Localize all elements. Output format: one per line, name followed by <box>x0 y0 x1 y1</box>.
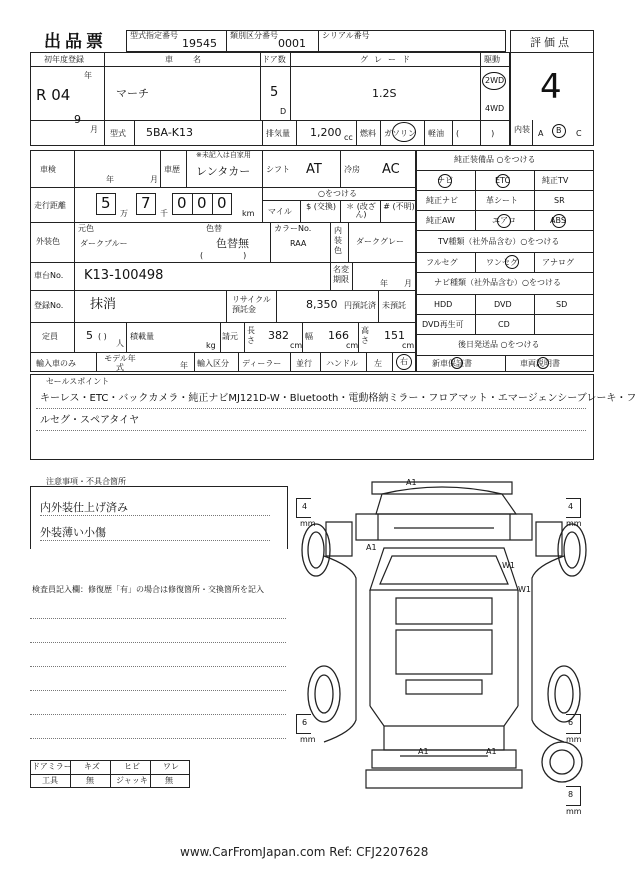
width-value: 166 <box>328 329 349 342</box>
tv-oneseg: ワンセグ <box>486 258 518 267</box>
grade-value: 1.2S <box>372 87 397 100</box>
recycle-unpaid: 未預託 <box>382 301 406 310</box>
year-unit: 年 <box>84 71 92 80</box>
serial-label: シリアル番号 <box>322 31 370 40</box>
sales-line-1: キーレス・ETC・バックカメラ・純正ナビMJ121D-W・Bluetooth・電動格納ミラー・フロアマット・エマージェンシーブレーキ・フ <box>40 393 637 404</box>
orig-color-label: 元色 <box>78 224 94 233</box>
month-unit: 月 <box>90 125 98 134</box>
mileage-u1: 万 <box>120 209 128 218</box>
damage-a1-left: A1 <box>366 543 377 552</box>
eq-abs: ABS <box>550 216 566 225</box>
legend-r1: 無 <box>86 776 94 785</box>
mileage-unit: km <box>242 209 255 218</box>
import-label: 輸入車のみ <box>36 359 76 368</box>
name-change-label: 名変期限 <box>333 265 349 284</box>
eq-navi-circle <box>438 174 452 188</box>
damage-a1-top: A1 <box>406 478 417 487</box>
int-color-label: 内装色 <box>334 226 342 255</box>
tread-spare-unit: mm <box>566 807 582 816</box>
mileage-circle-note: ○をつける <box>318 189 357 198</box>
name-change-m: 月 <box>404 279 412 288</box>
mileage-d3: 0 <box>177 194 187 212</box>
color-paren: ( ) <box>200 251 247 260</box>
import-parallel: 並行 <box>296 359 312 368</box>
legend-h3: ワレ <box>163 762 179 771</box>
handle-left: 左 <box>374 359 382 368</box>
recycle-value: 8,350 <box>306 298 338 311</box>
int-color-value: ダークグレー <box>356 237 404 246</box>
tread-fr: 4 <box>568 502 574 511</box>
mileage-u2: 千 <box>160 209 168 218</box>
mileage-d5: 0 <box>217 194 227 212</box>
width-unit: cm <box>346 341 359 350</box>
capacity-person: 人 <box>116 339 124 348</box>
mileage-unknown: # (不明) <box>383 202 415 211</box>
mileage-exchange: $ (交換) <box>306 202 336 211</box>
ext-color-label: 外装色 <box>36 237 60 246</box>
height-label: 高さ <box>361 326 369 345</box>
fuel-value: ガソリン <box>384 129 416 138</box>
interior-a: A <box>538 129 544 138</box>
tv-analog: アナログ <box>542 258 574 267</box>
inspector-label: 検査員記入欄：修復歴「有」の場合は修復箇所・交換箇所を記入 <box>32 585 264 594</box>
eq-etc: ETC <box>495 176 511 185</box>
load-kg: kg <box>206 341 216 350</box>
length-value: 382 <box>268 329 289 342</box>
mileage-altered: ＊ (改ざん) <box>346 202 376 219</box>
disp-label: 排気量 <box>266 129 290 138</box>
doors-suffix: D <box>280 107 287 116</box>
inspection-label: 車検 <box>40 165 56 174</box>
model-label: 型式 <box>110 129 126 138</box>
eq-leather: 革シート <box>486 196 518 205</box>
tread-rr-unit: mm <box>566 735 582 744</box>
mileage-d1: 5 <box>101 194 111 212</box>
notes-label: 注意事項・不具合箇所 <box>46 477 126 486</box>
tread-fl: 4 <box>302 502 308 511</box>
damage-w1-right2: W1 <box>518 585 531 594</box>
length-label: 長さ <box>247 326 255 345</box>
tax-label: 請元 <box>222 332 238 341</box>
height-value: 151 <box>384 329 405 342</box>
tread-rl: 6 <box>302 718 308 727</box>
legend-r0: 工具 <box>42 776 58 785</box>
footer-watermark: www.CarFromJapan.com Ref: CFJ2207628 <box>180 845 429 859</box>
doors-value: 5 <box>270 85 279 100</box>
eq-navi: ナビ <box>437 176 453 185</box>
ac-label: 冷房 <box>344 165 360 174</box>
class-no-label: 類別区分番号 <box>230 31 278 40</box>
drive-2wd: 2WD <box>485 76 505 85</box>
first-reg-month: 9 <box>74 113 81 126</box>
load-label: 積載量 <box>130 332 154 341</box>
legend-h1: キズ <box>84 762 100 771</box>
capacity-value: 5 <box>86 329 93 342</box>
drive-4wd: 4WD <box>485 104 505 113</box>
name-change-y: 年 <box>380 279 388 288</box>
legend-h2: ヒビ <box>124 762 140 771</box>
doors-label: ドア数 <box>262 55 286 64</box>
legend-r2: ジャッキ <box>116 776 148 785</box>
car-name-label: 車名 <box>165 55 221 64</box>
recycle-label: リサイクル預託金 <box>232 295 271 314</box>
score-value: 4 <box>540 67 562 107</box>
navi-cd: CD <box>498 320 510 329</box>
notes-line-1: 内外装仕上げ済み <box>40 501 128 514</box>
sales-point-label: セールスポイント <box>46 377 110 386</box>
color-code-value: RAA <box>290 239 307 248</box>
disp-value: 1,200 <box>310 126 342 139</box>
repaint-value: 色替無 <box>216 237 249 250</box>
class-no-value: 0001 <box>278 37 306 50</box>
capacity-paren: ( ) <box>98 332 107 341</box>
tread-fr-unit: mm <box>566 519 582 528</box>
navi-sd: SD <box>556 300 568 309</box>
drive-label: 駆動 <box>484 55 500 64</box>
model-year-label: モデル年式 <box>104 354 136 372</box>
colorno-label: 色替 <box>206 224 222 233</box>
ac-value: AC <box>382 162 400 177</box>
later-warranty: 新車保証書 <box>432 359 472 368</box>
legend-r3: 無 <box>165 776 173 785</box>
eq-aero-circle <box>497 214 511 228</box>
mileage-mile: マイル <box>268 207 292 216</box>
recycle-unit: 円預託済 <box>344 301 376 310</box>
mileage-label: 走行距離 <box>34 201 66 210</box>
navi-hdd: HDD <box>434 300 453 309</box>
legend-h0: ドアミラー <box>32 762 72 771</box>
first-reg-era: R 04 <box>36 86 71 104</box>
registration-value: 抹消 <box>90 297 117 312</box>
tread-fl-unit: mm <box>300 519 316 528</box>
width-label: 幅 <box>305 332 313 341</box>
chassis-value: K13-100498 <box>84 268 164 283</box>
tv-fullseg: フルセグ <box>426 258 458 267</box>
height-unit: cm <box>402 341 415 350</box>
registration-label: 登録No. <box>34 301 64 310</box>
first-reg-label: 初年度登録 <box>44 55 84 64</box>
later-manual: 車両説明書 <box>520 359 560 368</box>
eq-aw: 純正AW <box>426 216 455 225</box>
notes-line-2: 外装薄い小傷 <box>40 526 106 539</box>
orig-color-value: ダークブルー <box>80 239 128 248</box>
handle-right: 右 <box>400 357 408 366</box>
tv-oneseg-circle <box>505 255 519 269</box>
import-year: 年 <box>180 361 188 370</box>
eq-etc-circle <box>496 174 510 188</box>
disp-unit: cc <box>344 133 353 142</box>
navi-dvd: DVD <box>494 300 512 309</box>
mileage-d4: 0 <box>197 194 207 212</box>
eq-sr: SR <box>554 196 565 205</box>
damage-a1-bl: A1 <box>418 747 429 756</box>
tv-label: TV種類（社外品含む）○をつける <box>438 237 560 246</box>
length-unit: cm <box>290 341 303 350</box>
oil-paren: ( ) <box>456 129 495 138</box>
interior-c: C <box>576 129 582 138</box>
car-damage-diagram <box>296 470 596 810</box>
inspection-month: 月 <box>150 175 158 184</box>
model-value: 5BA-K13 <box>146 126 194 139</box>
type-no-label: 型式指定番号 <box>130 31 178 40</box>
capacity-label: 定員 <box>42 332 58 341</box>
eq-aero: エアロ <box>492 216 516 225</box>
later-label: 後日発送品 ○をつける <box>458 340 540 349</box>
import-dealer: ディーラー <box>242 359 282 368</box>
sheet-title: 出品票 <box>44 32 107 52</box>
damage-w1-right: W1 <box>502 561 515 570</box>
later-warranty-circle <box>451 357 463 369</box>
history-label: 車歴 <box>164 165 180 174</box>
import-category-label: 輸入区分 <box>197 359 229 368</box>
eq-genuine-navi: 純正ナビ <box>426 196 458 205</box>
history-note: ※未記入は自家用 <box>196 151 251 159</box>
eq-tv: 純正TV <box>542 176 569 185</box>
damage-a1-br: A1 <box>486 747 497 756</box>
type-no-value: 19545 <box>182 37 217 50</box>
later-manual-circle <box>537 357 549 369</box>
tread-spare: 8 <box>568 790 574 799</box>
tread-rl-unit: mm <box>300 735 316 744</box>
interior-b: B <box>556 126 562 135</box>
eq-abs-circle <box>552 214 566 228</box>
shift-value: AT <box>306 162 322 177</box>
handle-label: ハンドル <box>326 359 358 368</box>
color-code-label: カラーNo. <box>274 224 312 233</box>
interior-label: 内装 <box>514 125 530 134</box>
shift-label: シフト <box>266 165 290 174</box>
history-value: レンタカー <box>196 165 251 178</box>
fuel-label: 燃料 <box>360 129 376 138</box>
car-name-value: マーチ <box>116 87 149 100</box>
mileage-d2: 7 <box>141 194 151 212</box>
grade-label: グレード <box>360 55 416 64</box>
chassis-label: 車台No. <box>34 271 64 280</box>
sales-line-2: ルセグ・スペアタイヤ <box>40 415 140 426</box>
score-label: 評価点 <box>530 36 572 49</box>
oil-label: 軽油 <box>428 129 444 138</box>
tread-rr: 6 <box>568 718 574 727</box>
inspection-year: 年 <box>106 175 114 184</box>
genuine-label: 純正装備品 ○をつける <box>454 155 536 164</box>
navi-label: ナビ種類（社外品含む）○をつける <box>434 278 561 287</box>
navi-dvd-play: DVD再生可 <box>422 320 464 329</box>
